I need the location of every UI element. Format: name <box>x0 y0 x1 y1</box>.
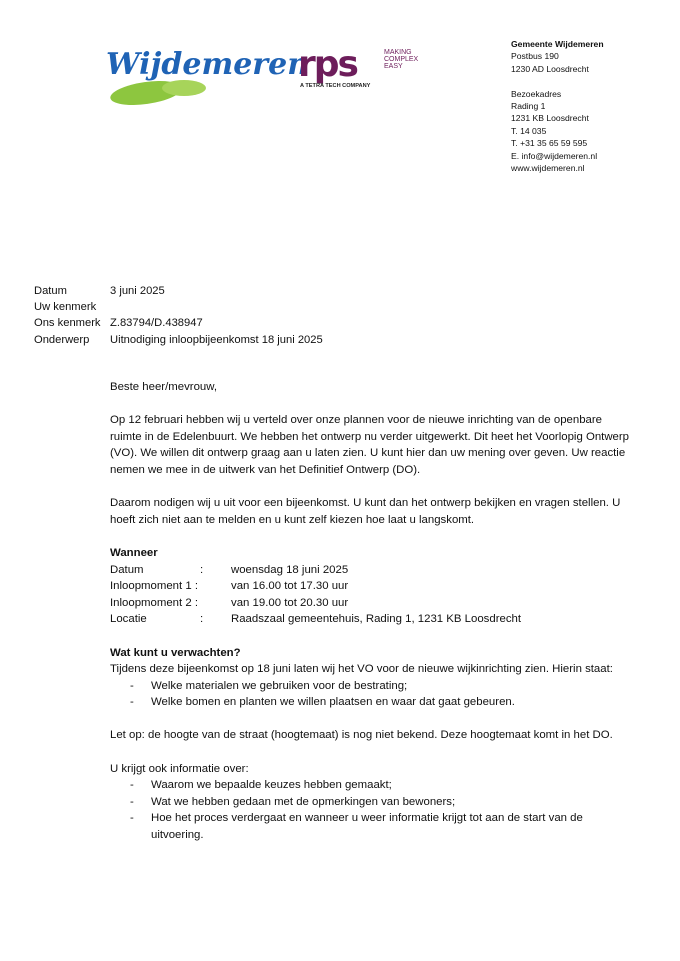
list-item: - Hoe het proces verdergaat en wanneer u weer informatie krijgt tot aan de start van de uitvoering. <box>130 812 583 842</box>
rps-logo <box>298 42 428 90</box>
list-item: - Waarom we bepaalde keuzes hebben gemaakt; <box>130 779 392 792</box>
meta-row: Uw kenmerk <box>34 301 97 314</box>
street: Rading 1 <box>511 101 546 112</box>
svg-text:EASY: EASY <box>384 63 403 70</box>
meta-row: Datum 3 juni 2025 <box>34 285 165 297</box>
list-item: - Welke bomen en planten we willen plaatsen en waar dat gaat gebeuren. <box>130 696 515 709</box>
svg-text:A TETRA TECH COMPANY: A TETRA TECH COMPANY <box>300 83 371 89</box>
when-table <box>110 562 630 628</box>
list-item: - Welke materialen we gebruiken voor de bestrating; <box>130 679 408 692</box>
svg-text:MAKING: MAKING <box>384 49 412 56</box>
expect-heading: Wat kunt u verwachten? <box>110 646 241 659</box>
paragraph-invitation: Daarom nodigen wij u uit voor een bijeenkomst. U kunt dan het ontwerp bekijken en vragen stellen. U hoeft zich niet aan te melden en u kunt zelf kiezen hoe laat u langskomt. <box>110 497 621 526</box>
letter-meta <box>34 283 323 348</box>
wijdemeren-logo <box>104 38 310 110</box>
postcode: 1230 AD Loosdrecht <box>511 63 589 74</box>
list-item: - Wat we hebben gedaan met de opmerkingen van bewoners; <box>130 795 456 808</box>
when-row: Datum : woensdag 18 juni 2025 <box>110 563 349 576</box>
svg-text:COMPLEX: COMPLEX <box>384 56 419 63</box>
when-row: Inloopmoment 1 : van 16.00 tot 17.30 uur <box>110 580 349 593</box>
website: www.wijdemeren.nl <box>511 163 585 174</box>
salutation: Beste heer/mevrouw, <box>110 381 217 393</box>
note: Let op: de hoogte van de straat (hoogtemaat) is nog niet bekend. Deze hoogtemaat komt in het DO. <box>110 729 613 742</box>
svg-text:rps: rps <box>298 44 357 85</box>
wijdemeren-logo-text: Wijdemeren <box>106 47 310 82</box>
info-intro: U krijgt ook informatie over: <box>110 762 249 775</box>
info-list <box>110 777 630 843</box>
visit-postcode: 1231 KB Loosdrecht <box>511 113 589 124</box>
meta-row: Onderwerp Uitnodiging inloopbijeenkomst 18 juni 2025 <box>34 333 323 346</box>
expect-list <box>110 678 630 711</box>
phone: T. +31 35 65 59 595 <box>511 138 588 149</box>
paragraph-intro: Op 12 februari hebben wij u verteld over onze plannen voor de nieuwe inrichting van de openbare ruimte in de Edelenbuurt. We hebben het ontwerp nu verder uitgewerkt. Dit heet het Voorlopig Ontwerp (VO). We willen dit ontwerp graag aan u laten zien. U kunt hier dan uw mening over geven. Uw reactie nemen we mee in de uitwerk van het Definitief Ontwerp (DO). <box>110 414 630 476</box>
visit-label: Bezoekadres <box>511 88 562 99</box>
letter-body <box>110 379 630 860</box>
expect-intro: Tijdens deze bijeenkomst op 18 juni laten wij het VO voor de nieuwe wijkinrichting zien. Hierin staat: <box>110 663 613 676</box>
meta-row: Ons kenmerk Z.83794/D.438947 <box>34 317 203 330</box>
when-heading: Wanneer <box>110 546 158 559</box>
address-block <box>511 38 604 174</box>
phone-short: T. 14 035 <box>511 125 547 136</box>
email: E. info@wijdemeren.nl <box>511 150 598 161</box>
postbus: Postbus 190 <box>511 51 559 62</box>
sender-name: Gemeente Wijdemeren <box>511 39 604 49</box>
when-row: Locatie : Raadszaal gemeentehuis, Rading 1, 1231 KB Loosdrecht <box>110 613 522 626</box>
when-row: Inloopmoment 2 : van 19.00 tot 20.30 uur <box>110 596 349 609</box>
